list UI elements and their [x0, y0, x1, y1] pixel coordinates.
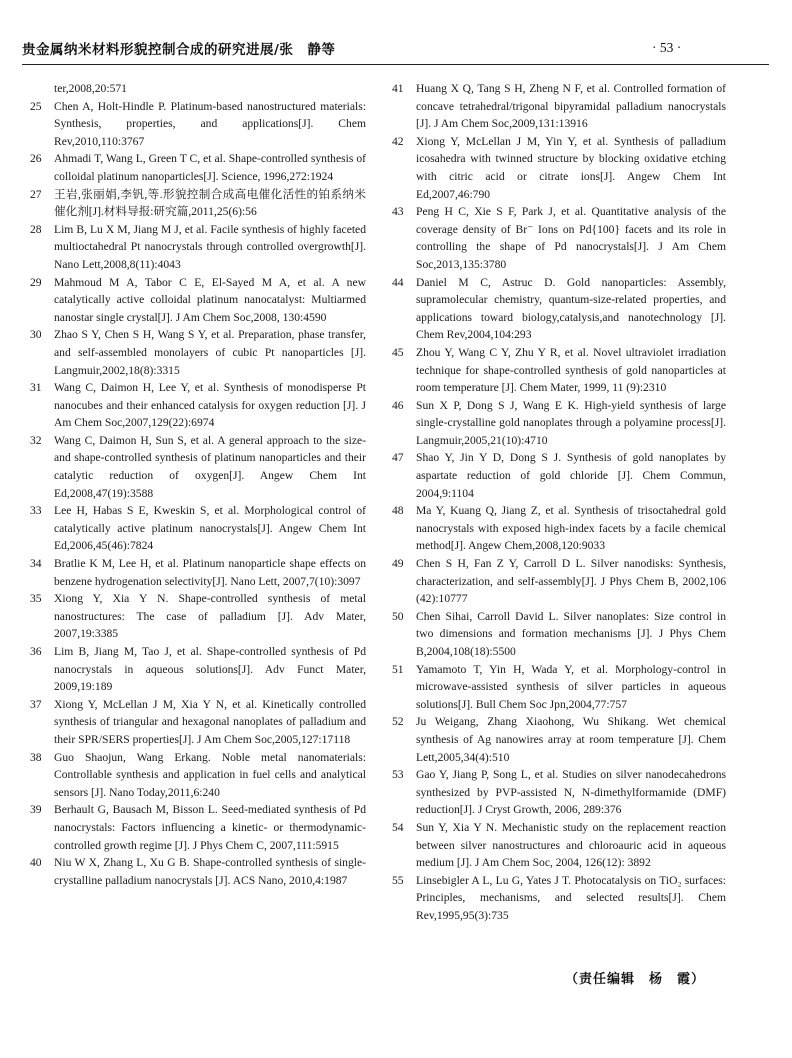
reference-text: Berhault G, Bausach M, Bisson L. Seed-mediated synthesis of Pd nanocrystals: Factors influencing a kinetic- or thermodynamic- controlled growth regime [J]. J Phys Chem C, 2007,111:5915	[54, 803, 366, 852]
reference-number: 38	[30, 750, 42, 764]
reference-number: 49	[392, 557, 404, 571]
reference-text: Xiong Y, Xia Y N. Shape-controlled synthesis of metal nanostructures: The case of palladium [J]. Adv Mater, 2007,19:3385	[54, 592, 366, 641]
reference-number: 44	[392, 275, 404, 289]
reference-text: Peng H C, Xie S F, Park J, et al. Quantitative analysis of the coverage density of Br⁻ Ions on Pd{100} facets and its role in controlling the shape of Pd nanocrystals[J]. J Am Chem Soc,2013,135:3780	[416, 205, 726, 271]
reference-31	[30, 379, 366, 432]
reference-text: Wang C, Daimon H, Sun S, et al. A general approach to the size- and shape-controlled synthesis of platinum nanoparticles and their catalytic reduction of oxygen[J]. Angew Chem Int Ed,2008,47(19):3588	[54, 433, 366, 500]
reference-continuation: ter,2008,20:571	[54, 82, 127, 95]
reference-text: Linsebigler A L, Lu G, Yates J T. Photocatalysis on TiO₂ surfaces: Principles, mechanisms, and selected results[J]. Chem Rev,1995,95(3):735	[416, 873, 726, 922]
reference-text: Sun Y, Xia Y N. Mechanistic study on the replacement reaction between silver nanostructures and chloroauric acid in aqueous medium [J]. J Am Chem Soc, 2004, 126(12): 3892	[416, 820, 726, 870]
reference-number: 42	[392, 134, 404, 148]
reference-number: 41	[392, 82, 404, 95]
reference-text: Huang X Q, Tang S H, Zheng N F, et al. Controlled formation of concave tetrahedral/trigonal bipyramidal palladium nanocrystals [J]. J Am Chem Soc,2009,131:13916	[416, 82, 726, 131]
reference-25	[30, 98, 366, 151]
reference-35	[30, 590, 366, 643]
reference-number: 33	[30, 504, 42, 518]
reference-text: Xiong Y, McLellan J M, Xia Y N, et al. Kinetically controlled synthesis of triangular and hexagonal nanoplates of palladium and their SPR/SERS properties[J]. J Am Chem Soc,2005,127:17118	[54, 697, 366, 746]
reference-text: Lim B, Lu X M, Jiang M J, et al. Facile synthesis of highly faceted multioctahedral Pt nanocrystals through controlled overgrowth[J]. Nano Lett,2008,8(11):4043	[54, 222, 366, 271]
reference-number: 26	[30, 152, 42, 166]
reference-45	[392, 344, 726, 397]
reference-text: Yamamoto T, Yin H, Wada Y, et al. Morphology-control in microwave-assisted synthesis of silver particles in aqueous solutions[J]. Bull Chem Soc Jpn,2004,77:757	[416, 662, 726, 711]
reference-26	[30, 150, 366, 185]
reference-text: Chen S H, Fan Z Y, Carroll D L. Silver nanodisks: Synthesis, characterization, and self-assembly[J]. J Phys Chem B, 2002,106 (42):10777	[416, 557, 726, 606]
reference-text: Gao Y, Jiang P, Song L, et al. Studies on silver nanodecahedrons synthesized by PVP-assisted N, N-dimethylformamide (DMF) reduction[J]. J Cryst Growth, 2006, 289:376	[416, 768, 726, 817]
reference-text: Daniel M C, Astruc D. Gold nanoparticles: Assembly, supramolecular chemistry, quantum-size-related properties, and applications toward biology,catalysis,and nanotechnology [J]. Chem Rev,2004,104:293	[416, 275, 726, 342]
reference-text: Ma Y, Kuang Q, Jiang Z, et al. Synthesis of trisoctahedral gold nanocrystals with exposed high-index facets by a facile chemical method[J]. Angew Chem,2008,120:9033	[416, 504, 726, 553]
reference-text: Bratlie K M, Lee H, et al. Platinum nanoparticle shape effects on benzene hydrogenation selectivity[J]. Nano Lett, 2007,7(10):3097	[54, 557, 366, 588]
reference-39	[30, 801, 366, 854]
reference-51	[392, 661, 726, 714]
reference-text: Sun X P, Dong S J, Wang E K. High-yield synthesis of large single-crystalline gold nanoplates through a polyamine process[J]. Langmuir,2005,21(10):4710	[416, 398, 726, 447]
reference-number: 43	[392, 205, 404, 219]
reference-text: Zhou Y, Wang C Y, Zhu Y R, et al. Novel ultraviolet irradiation technique for shape-controlled synthesis of gold nanoparticles at room temperature [J]. Chem Mater, 1999, 11 (9):2310	[416, 345, 726, 395]
header-divider	[22, 64, 769, 65]
reference-41	[392, 80, 726, 133]
reference-text: Wang C, Daimon H, Lee Y, et al. Synthesis of monodisperse Pt nanocubes and their enhanced catalysis for oxygen reduction [J]. J Am Chem Soc,2007,129(22):6974	[54, 381, 366, 430]
reference-40	[30, 854, 366, 889]
reference-number: 31	[30, 381, 42, 395]
reference-number: 55	[392, 873, 404, 887]
reference-number: 50	[392, 609, 404, 623]
reference-text: Chen A, Holt-Hindle P. Platinum-based nanostructured materials: Synthesis, properties, and applications[J]. Chem Rev,2010,110:3767	[54, 99, 366, 148]
reference-text: 王岩,张丽娟,李钒,等.形貌控制合成高电催化活性的铂系纳米催化剂[J].材料导报:研究篇,2011,25(6):56	[54, 187, 366, 219]
reference-number: 51	[392, 662, 404, 676]
left-reference-column	[30, 80, 366, 889]
reference-43	[392, 203, 726, 273]
reference-number: 35	[30, 592, 42, 606]
page-number: · 53 ·	[652, 40, 682, 55]
reference-text: Niu W X, Zhang L, Xu G B. Shape-controlled synthesis of single-crystalline palladium nanocrystals [J]. ACS Nano, 2010,4:1987	[54, 856, 366, 887]
reference-44	[392, 274, 726, 344]
reference-number: 53	[392, 768, 404, 782]
reference-49	[392, 555, 726, 608]
reference-text: Ahmadi T, Wang L, Green T C, et al. Shape-controlled synthesis of colloidal platinum nanoparticles[J]. Science, 1996,272:1924	[54, 152, 366, 183]
reference-text: Xiong Y, McLellan J M, Yin Y, et al. Synthesis of palladium icosahedra with twinned structure by blocking oxidative etching with citric acid or citrate ions[J]. Angew Chem Int Ed,2007,46:790	[416, 134, 726, 201]
reference-42	[392, 133, 726, 203]
reference-29	[30, 274, 366, 327]
reference-text: Lim B, Jiang M, Tao J, et al. Shape-controlled synthesis of Pd nanocrystals in aqueous solutions[J]. Adv Funct Mater, 2009,19:189	[54, 645, 366, 694]
reference-number: 48	[392, 504, 404, 518]
reference-number: 47	[392, 451, 404, 465]
reference-number: 37	[30, 697, 42, 711]
reference-34	[30, 555, 366, 590]
reference-38	[30, 749, 366, 802]
reference-number: 27	[30, 187, 42, 201]
reference-46	[392, 397, 726, 450]
reference-number: 40	[30, 856, 42, 870]
reference-30	[30, 326, 366, 379]
reference-number: 30	[30, 328, 42, 342]
reference-47	[392, 449, 726, 502]
reference-number: 39	[30, 803, 42, 817]
reference-number: 52	[392, 715, 404, 729]
reference-28	[30, 221, 366, 274]
reference-text: Mahmoud M A, Tabor C E, El-Sayed M A, et al. A new catalytically active colloidal platinum nanocatalyst: Multiarmed nanostar single crystal[J]. J Am Chem Soc,2008, 130:4590	[54, 275, 366, 324]
reference-number: 36	[30, 645, 42, 658]
editor-note: （责任编辑 杨 霞）	[565, 972, 706, 987]
reference-text: Shao Y, Jin Y D, Dong S J. Synthesis of gold nanoplates by aspartate reduction of gold chloride [J]. Chem Commun, 2004,9:1104	[416, 451, 726, 500]
reference-number: 54	[392, 820, 404, 834]
reference-number: 34	[30, 557, 42, 571]
reference-37	[30, 696, 366, 749]
reference-54	[392, 819, 726, 872]
reference-text: Ju Weigang, Zhang Xiaohong, Wu Shikang. Wet chemical synthesis of Ag nanowires array at room temperature [J]. Chem Lett,2005,34(4):510	[416, 715, 726, 764]
reference-text: Guo Shaojun, Wang Erkang. Noble metal nanomaterials: Controllable synthesis and application in fuel cells and analytical sensors [J]. Nano Today,2011,6:240	[54, 750, 366, 799]
reference-number: 29	[30, 275, 42, 289]
reference-number: 45	[392, 345, 404, 359]
reference-32	[30, 432, 366, 502]
reference-27	[30, 186, 366, 221]
reference-52	[392, 713, 726, 766]
reference-text: Lee H, Habas S E, Kweskin S, et al. Morphological control of catalytically active platinum nanocrystals[J]. Angew Chem Int Ed,2006,45(46):7824	[54, 504, 366, 553]
running-title: 贵金属纳米材料形貌控制合成的研究进展/张 静等	[22, 42, 336, 58]
reference-36	[30, 643, 366, 696]
reference-text: Chen Sihai, Carroll David L. Silver nanoplates: Size control in two dimensions and formation mechanisms [J]. J Phys Chem B,2004,108(18):5500	[416, 609, 726, 658]
right-reference-column	[392, 80, 726, 925]
reference-number: 32	[30, 433, 42, 447]
reference-text: Zhao S Y, Chen S H, Wang S Y, et al. Preparation, phase transfer, and self-assembled monolayers of cubic Pt nanoparticles [J]. Langmuir,2002,18(8):3315	[54, 328, 366, 377]
reference-number: 28	[30, 222, 42, 236]
reference-55	[392, 872, 726, 925]
reference-33	[30, 502, 366, 555]
reference-number: 25	[30, 99, 42, 113]
reference-number: 46	[392, 398, 404, 412]
reference-48	[392, 502, 726, 555]
reference-53	[392, 766, 726, 819]
reference-50	[392, 608, 726, 661]
